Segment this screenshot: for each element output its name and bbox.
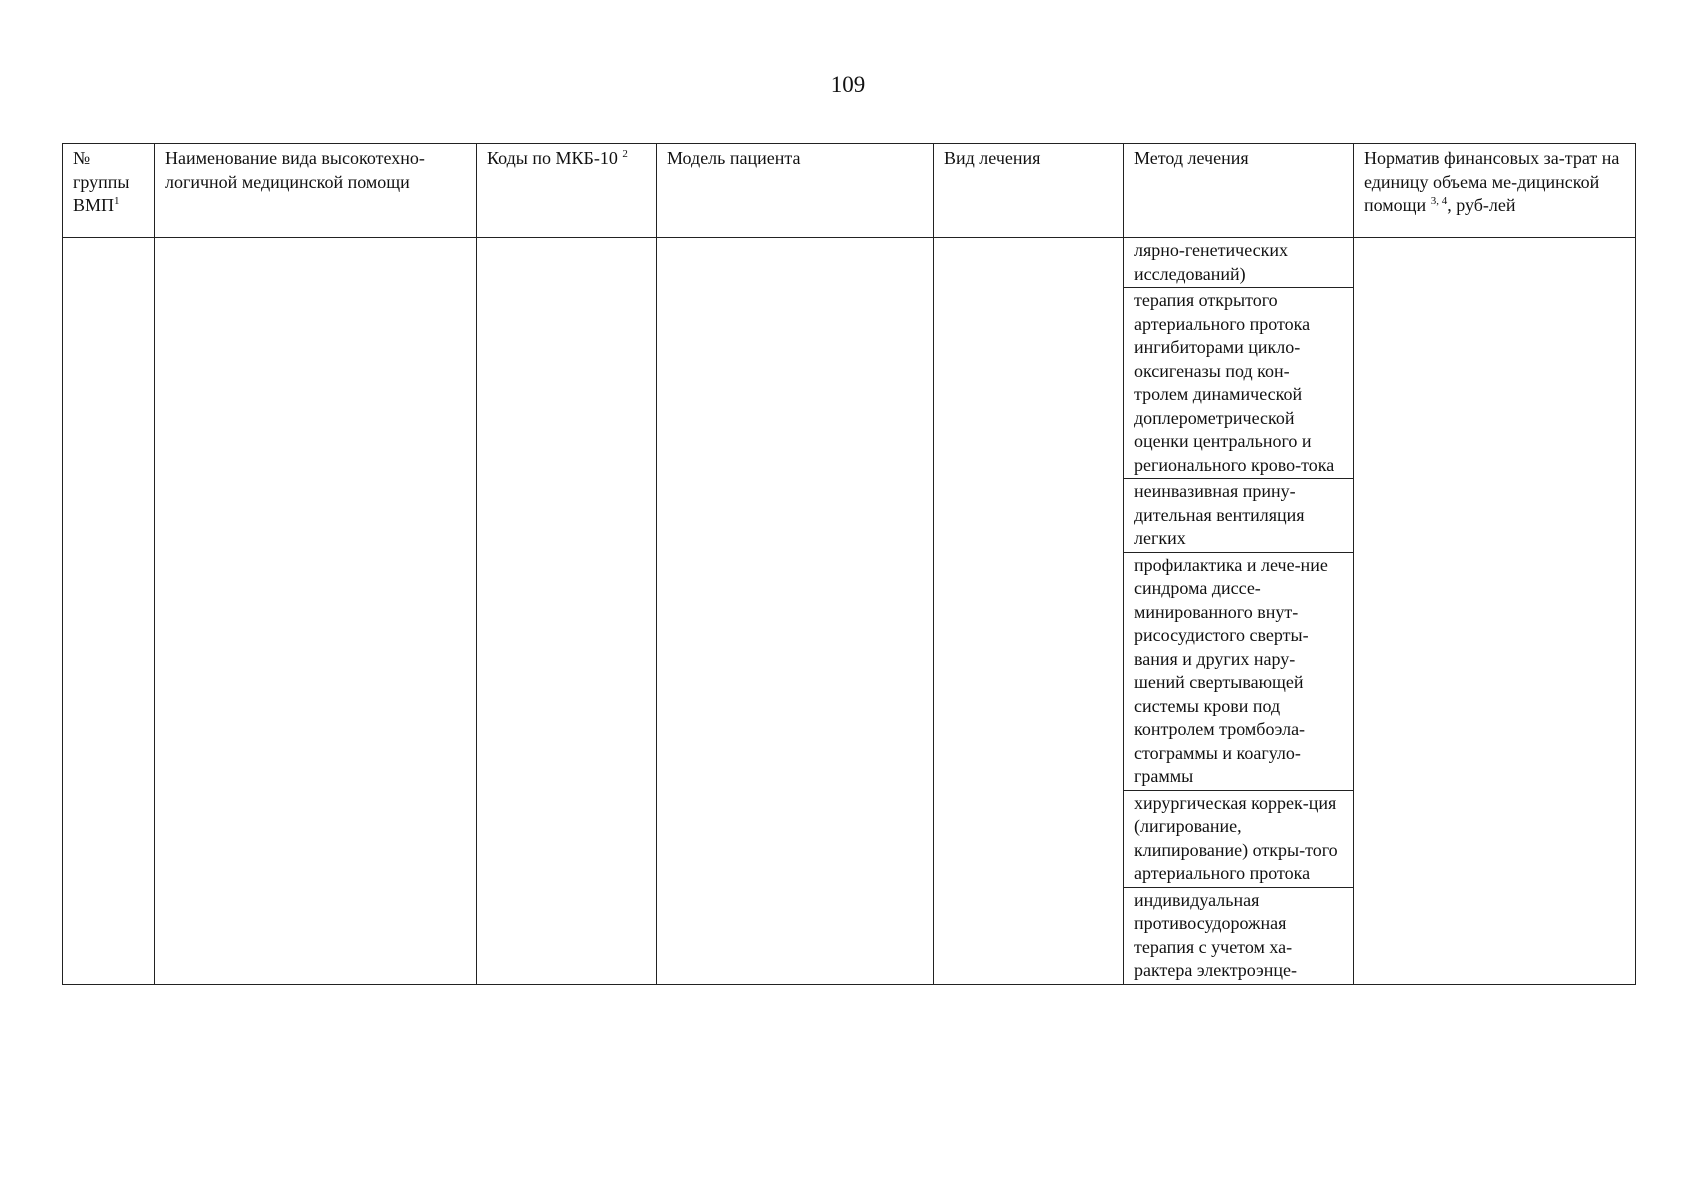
method-item: лярно-генетических исследований) xyxy=(1124,238,1353,288)
header-group-number: № группы ВМП$^1$ xyxy=(63,144,155,238)
cell-financial-norm xyxy=(1354,238,1636,985)
vmp-table xyxy=(62,143,1636,985)
method-item: неинвазивная прину-дительная вентиляция легких xyxy=(1124,479,1353,553)
header-financial-norm: Норматив финансовых за-трат на единицу объема ме-дицинской помощи $^{3, 4}$, руб-лей xyxy=(1354,144,1636,238)
cell-group-number xyxy=(63,238,155,985)
method-item: терапия открытого артериального протока ингибиторами цикло-оксигеназы под кон-тролем динамической доплерометрической оценки центрального и регионального крово-тока xyxy=(1124,288,1353,479)
method-item: индивидуальная противосудорожная терапия с учетом ха-рактера электроэнце- xyxy=(1134,889,1298,980)
cell-treatment-methods xyxy=(1124,238,1354,985)
cell-care-type-name xyxy=(155,238,477,985)
table-row xyxy=(63,238,1636,985)
vmp-table-wrapper xyxy=(62,143,1636,985)
method-item: хирургическая коррек-ция (лигирование, клипирование) откры-того артериального протока xyxy=(1124,791,1353,888)
cell-patient-model xyxy=(657,238,934,985)
table-header-row xyxy=(63,144,1636,238)
page-number: 109 xyxy=(830,72,866,97)
method-item: профилактика и лече-ние синдрома диссе-минированного внут-рисосудистого сверты-вания и других нару-шений свертывающей системы крови под контролем тромбоэла-стограммы и коагуло-граммы xyxy=(1124,553,1353,791)
header-patient-model: Модель пациента xyxy=(657,144,934,238)
header-icd-codes: Коды по МКБ-10 $^2$ xyxy=(477,144,657,238)
header-treatment-method: Метод лечения xyxy=(1124,144,1354,238)
header-treatment-type: Вид лечения xyxy=(934,144,1124,238)
cell-icd-codes xyxy=(477,238,657,985)
header-care-type-name: Наименование вида высокотехно-логичной медицинской помощи xyxy=(155,144,477,238)
cell-treatment-type xyxy=(934,238,1124,985)
